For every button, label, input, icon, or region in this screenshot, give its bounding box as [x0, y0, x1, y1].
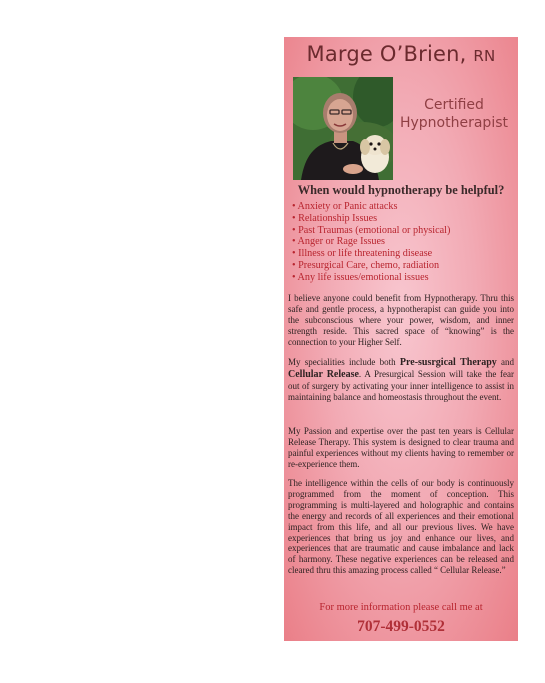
specialities-paragraph — [288, 357, 514, 403]
certification-line1: Certified — [424, 97, 484, 113]
intelligence-paragraph: The intelligence within the cells of our body is continuously programmed from the moment of conception. This programming is multi-layered and holographic and contains the energy and records of all experiences and their emotional impact from this life, and all our previous lives. We have experiences that bring us joy and enhance our lives, and experiences that are traumatic and cause imbalance and lack of harmony. These negative experiences can be released and cleared thru this amazing process called “ Cellular Release.” — [288, 478, 514, 576]
certification-line2: Hypnotherapist — [399, 115, 508, 131]
specialities-text: My specialities include both — [288, 357, 400, 367]
portrait-photo — [293, 77, 393, 180]
certification-title — [394, 96, 514, 132]
portrait-illustration — [293, 77, 393, 180]
issues-list — [292, 201, 450, 284]
passion-paragraph: My Passion and expertise over the past ten years is Cellular Release Therapy. This system is designed to clear trauma and painful experiences without my clients having to remember or re-experience them. — [288, 426, 514, 469]
credential-text: RN — [473, 47, 496, 65]
presurgical-term: Pre-susrgical Therapy — [399, 357, 497, 368]
list-item: • Relationship Issues — [292, 212, 378, 224]
phone-number[interactable]: 707-499-0552 — [357, 618, 445, 635]
flyer-card — [284, 37, 518, 641]
conjunction-text: and — [496, 357, 515, 367]
contact-prompt: For more information please call me at — [319, 602, 483, 613]
cellular-release-term: Cellular Release — [288, 368, 359, 380]
intro-paragraph: I believe anyone could benefit from Hypnotherapy. Thru this safe and gentle process, a hypnotherapist can guide you into the subconscious where your power, wisdom, and inner strength reside. This sacred space of “knowing” is the connection to your Higher Self. — [288, 293, 514, 347]
list-item: • Anger or Rage Issues — [292, 236, 385, 248]
section-heading: When would hypnotherapy be helpful? — [297, 183, 505, 197]
practitioner-name — [284, 42, 518, 66]
list-item: • Presurgical Care, chemo, radiation — [292, 259, 440, 271]
list-item: • Past Traumas (emotional or physical) — [292, 224, 451, 236]
list-item: • Any life issues/emotional issues — [292, 271, 429, 283]
name-text: Marge O’Brien, — [306, 42, 467, 66]
list-item: • Anxiety or Panic attacks — [292, 201, 398, 212]
specialities-rest: . A Presurgical Session will take the fear out of surgery by activating your inner intelligence to assist in maintaining balance and homeostasis throughout the event. — [288, 368, 514, 402]
list-item: • Illness or life threatening disease — [292, 248, 433, 260]
